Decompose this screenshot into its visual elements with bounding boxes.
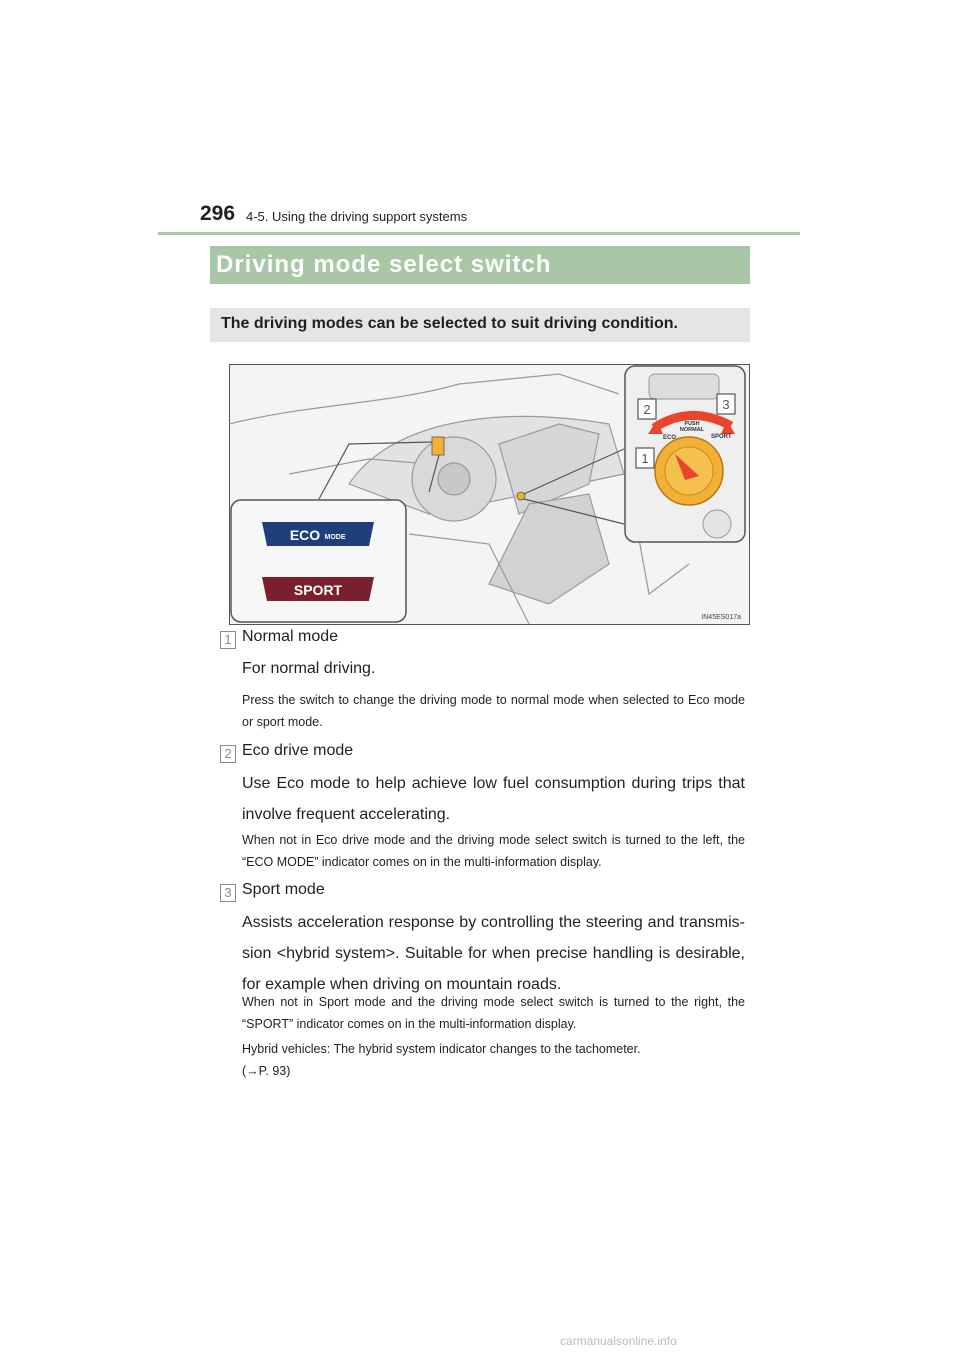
item-number-badge: 3: [220, 884, 236, 902]
item-body: For normal driving.: [242, 660, 376, 677]
header-rule: [158, 232, 800, 235]
callout-3: [717, 394, 735, 414]
page-title: Driving mode select switch: [216, 251, 552, 278]
item-number-badge: 2: [220, 745, 236, 763]
page-number: 296: [200, 202, 236, 225]
dial-label-sport: SPORT: [711, 434, 732, 440]
item-body: Assists acceleration response by controlling the steering and transmis-sion <hybrid system>. Suitable for when precise handling is desirable, for example when driving on mountain roads.: [242, 914, 745, 993]
item-body: Use Eco mode to help achieve low fuel consumption during trips that involve frequent accelerating.: [242, 775, 745, 823]
dashboard-illustration: [229, 364, 750, 625]
svg-text:1: 1: [641, 451, 649, 466]
title-bar: [210, 246, 750, 284]
page-reference: (→P. 93): [242, 1064, 291, 1078]
item-note: When not in Sport mode and the driving mode select switch is turned to the right, the “SPORT” indicator comes on in the multi-information display.: [242, 995, 745, 1031]
sport-indicator-label: SPORT: [293, 582, 343, 598]
item-title: Eco drive mode: [242, 742, 354, 759]
eco-indicator-label: ECO: [289, 527, 321, 543]
indicator-inset: [231, 500, 406, 622]
figure-code: IN45ES017a: [701, 614, 741, 621]
svg-text:2: 2: [643, 402, 651, 417]
watermark: carmanualsonline.info: [560, 1334, 677, 1348]
section-label: 4-5. Using the driving support systems: [246, 209, 468, 224]
dial-label-normal: NORMAL: [679, 427, 705, 433]
dial-inset: [625, 366, 745, 542]
item-note: Hybrid vehicles: The hybrid system indicator changes to the tachometer.: [242, 1042, 641, 1056]
callout-2: [638, 399, 656, 419]
intro-box: [210, 308, 750, 342]
svg-text:3: 3: [722, 397, 730, 412]
intro-text: The driving modes can be selected to suit driving condition.: [221, 315, 678, 332]
eco-indicator-sub: MODE: [324, 534, 346, 541]
item-note: When not in Eco drive mode and the driving mode select switch is turned to the left, the “ECO MODE” indicator comes on in the multi-information display.: [242, 833, 745, 869]
item-title: Normal mode: [242, 628, 339, 645]
item-title: Sport mode: [242, 881, 325, 898]
callout-1: [636, 448, 654, 468]
dial-label-push: PUSH: [684, 421, 700, 427]
dial-label-eco: ECO: [663, 435, 677, 441]
item-number-badge: 1: [220, 631, 236, 649]
item-note: Press the switch to change the driving mode to normal mode when selected to Eco mode or sport mode.: [242, 693, 745, 729]
page-header: [158, 202, 800, 232]
